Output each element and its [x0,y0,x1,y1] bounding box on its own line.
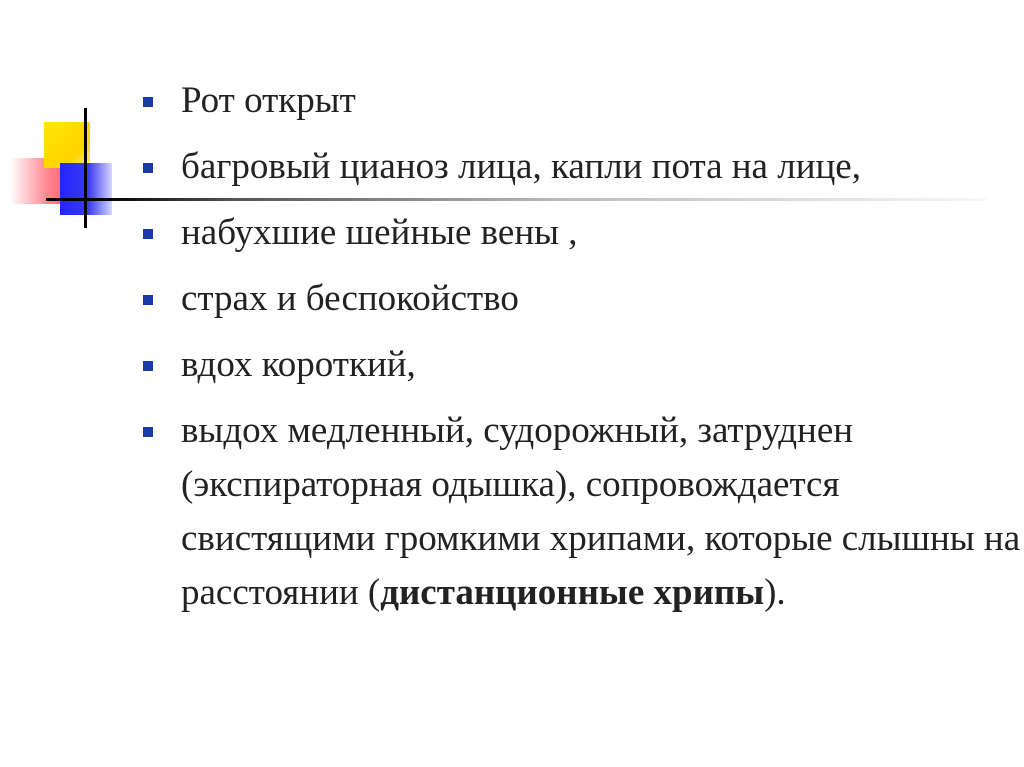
bullet-item [143,404,1023,620]
bullet-item [143,74,1023,128]
bullet-text: ). [764,572,786,613]
square-bullet-icon [143,295,153,305]
square-bullet-icon [143,97,153,107]
bullet-item [143,140,1023,194]
bullet-text: багровый цианоз лица, капли пота на лице, [181,146,861,187]
bullet-item [143,338,1023,392]
bullet-text: вдох короткий, [181,344,416,385]
bullet-text-bold: дистанционные хрипы [380,572,765,613]
square-bullet-icon [143,229,153,239]
square-bullet-icon [143,361,153,371]
square-bullet-icon [143,427,153,437]
bullet-text: Рот открыт [181,80,356,121]
bullet-item [143,272,1023,326]
bullet-text: выдох медленный, судорожный, затруднен (экспираторная одышка), сопровождается свистящими громкими хрипами, которые слышны на расстоянии ( [181,410,1021,613]
square-bullet-icon [143,163,153,173]
bullet-list [143,74,1023,632]
bullet-text: страх и беспокойство [181,278,519,319]
bullet-text: набухшие шейные вены , [181,212,578,253]
bullet-item [143,206,1023,260]
decorative-vertical-line [84,108,87,228]
